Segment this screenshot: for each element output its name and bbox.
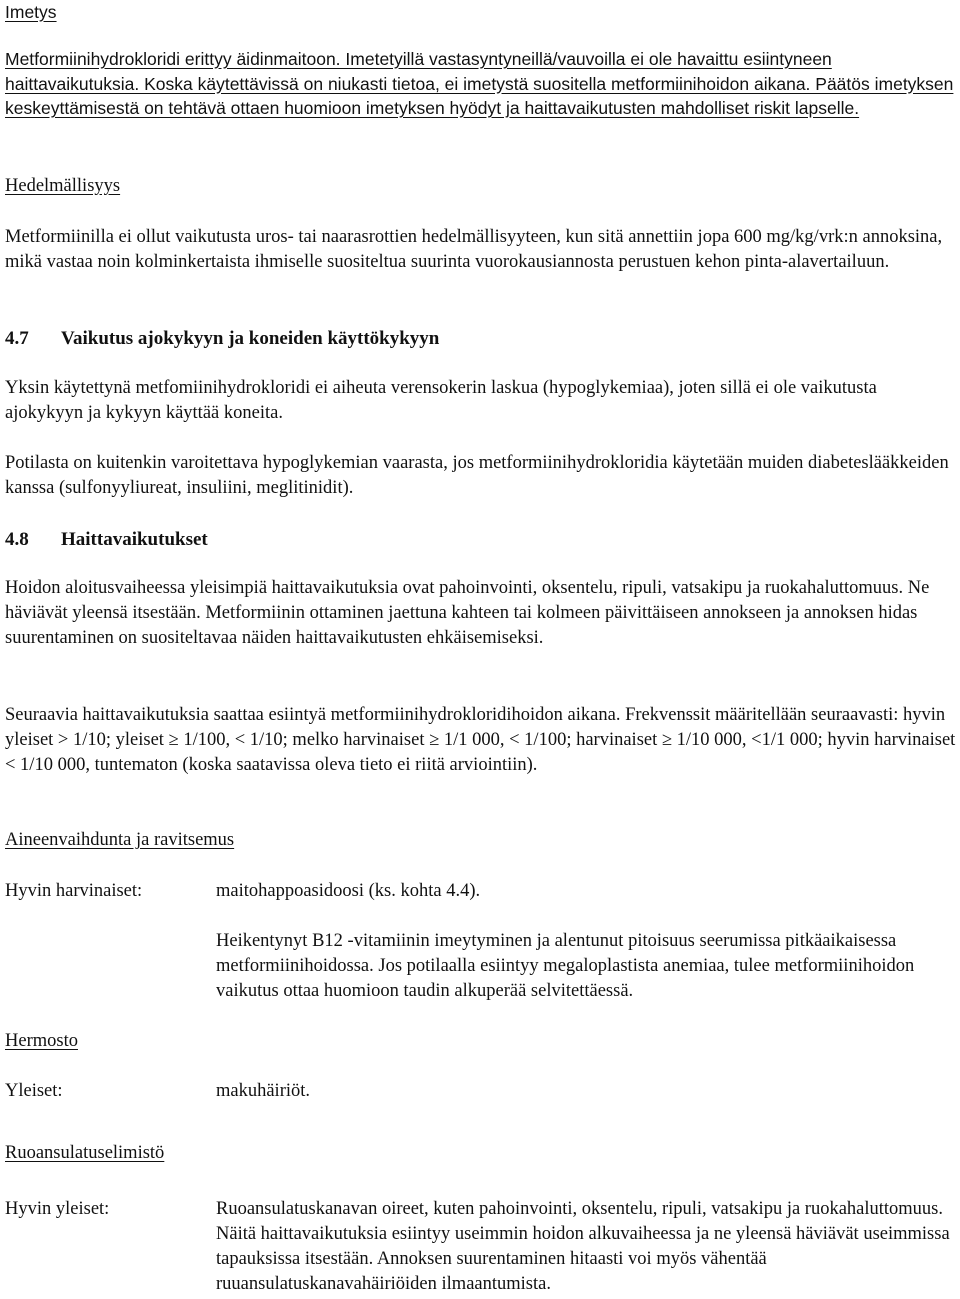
section-4-7-paragraph-2: Potilasta on kuitenkin varoitettava hypoglykemian vaarasta, jos metformiinihydrokloridia käytetään muiden diabeteslääkkeiden kanssa (sulfonyyliureat, insuliini, meglitinidit). (5, 453, 949, 498)
section-4-8-heading (5, 527, 957, 552)
imetys-paragraph: Metformiinihydrokloridi erittyy äidinmaitoon. Imetetyillä vastasyntyneillä/vauvoilla ei ole havaittu esiintyneen haittavaikutuksia. Koska käytettävissä on niukasti tietoa, ei imetystä suositella metformiinihoidon aikana. Päätös imetyksen keskeyttämisestä on tehtävä ottaen huomioon imetyksen hyödyt ja haittavaikutusten mahdolliset riskit lapselle. (5, 49, 954, 118)
ruoansulatus-heading: Ruoansulatuselimistö (5, 1143, 165, 1163)
section-4-8-number: 4.8 (5, 529, 29, 550)
ruoansulatus-label: Hyvin yleiset: (5, 1199, 110, 1219)
section-4-7-heading (5, 326, 957, 351)
section-4-8-paragraph-2: Seuraavia haittavaikutuksia saattaa esiintyä metformiinihydrokloridihoidon aikana. Frekvenssit määritellään seuraavasti: hyvin yleiset > 1/10; yleiset ≥ 1/100, < 1/10; melko harvinaiset ≥ 1/1 000, < 1/100; harvinaiset ≥ 1/10 000, <1/1 000; hyvin harvinaiset < 1/10 000, tuntematon (koska saatavissa oleva tieto ei riitä arviointiin). (5, 705, 956, 775)
hermosto-value: makuhäiriöt. (216, 1081, 311, 1101)
section-4-8-title: Haittavaikutukset (61, 529, 208, 550)
hermosto-heading: Hermosto (5, 1031, 78, 1051)
aineenvaihdunta-value-1: maitohappoasidoosi (ks. kohta 4.4). (216, 881, 481, 901)
hedelmallisyys-heading: Hedelmällisyys (5, 176, 121, 196)
aineenvaihdunta-label: Hyvin harvinaiset: (5, 881, 143, 901)
section-4-7-number: 4.7 (5, 328, 29, 349)
hedelmallisyys-paragraph: Metformiinilla ei ollut vaikutusta uros- tai naarasrottien hedelmällisyyteen, kun sitä annettiin jopa 600 mg/kg/vrk:n annoksina, mikä vastaa noin kolminkertaista ihmiselle suositeltua suurinta vuorokausiannosta perustuen kehon pinta-alavertailuun. (5, 227, 943, 272)
section-4-7-title: Vaikutus ajokykyyn ja koneiden käyttökykyyn (61, 328, 440, 349)
section-4-8-paragraph-1: Hoidon aloitusvaiheessa yleisimpiä haittavaikutuksia ovat pahoinvointi, oksentelu, ripuli, vatsakipu ja ruokahaluttomuus. Ne häviävät yleensä itsestään. Metformiinin ottaminen jaettuna kahteen tai kolmeen päivittäiseen annokseen ja annoksen hidas suurentaminen on suositeltavaa näiden haittavaikutusten ehkäisemiseksi. (5, 578, 930, 648)
imetys-heading: Imetys (5, 2, 57, 22)
aineenvaihdunta-heading: Aineenvaihdunta ja ravitsemus (5, 830, 235, 850)
ruoansulatus-value: Ruoansulatuskanavan oireet, kuten pahoinvointi, oksentelu, ripuli, vatsakipu ja ruokahaluttomuus. Näitä haittavaikutuksia esiintyy useimmin hoidon alkuvaiheessa ja ne yleensä häviävät useimmissa tapauksissa itsestään. Annoksen suurentaminen hitaasti voi myös vähentää ruuansulatuskanavahäiriöiden ilmaantumista. (216, 1199, 950, 1294)
section-4-7-paragraph-1: Yksin käytettynä metfomiinihydrokloridi ei aiheuta verensokerin laskua (hypoglykemiaa), joten sillä ei ole vaikutusta ajokykyyn ja kykyyn käyttää koneita. (5, 378, 877, 423)
hermosto-label: Yleiset: (5, 1081, 63, 1101)
aineenvaihdunta-value-2: Heikentynyt B12 -vitamiinin imeytyminen ja alentunut pitoisuus seerumissa pitkäaikaisessa metformiinihoidossa. Jos potilaalla esiintyy megaloplastista anemiaa, tulee metformiinihoidon vaikutus ottaa huomioon taudin alkuperää selvitettäessä. (216, 931, 915, 1001)
